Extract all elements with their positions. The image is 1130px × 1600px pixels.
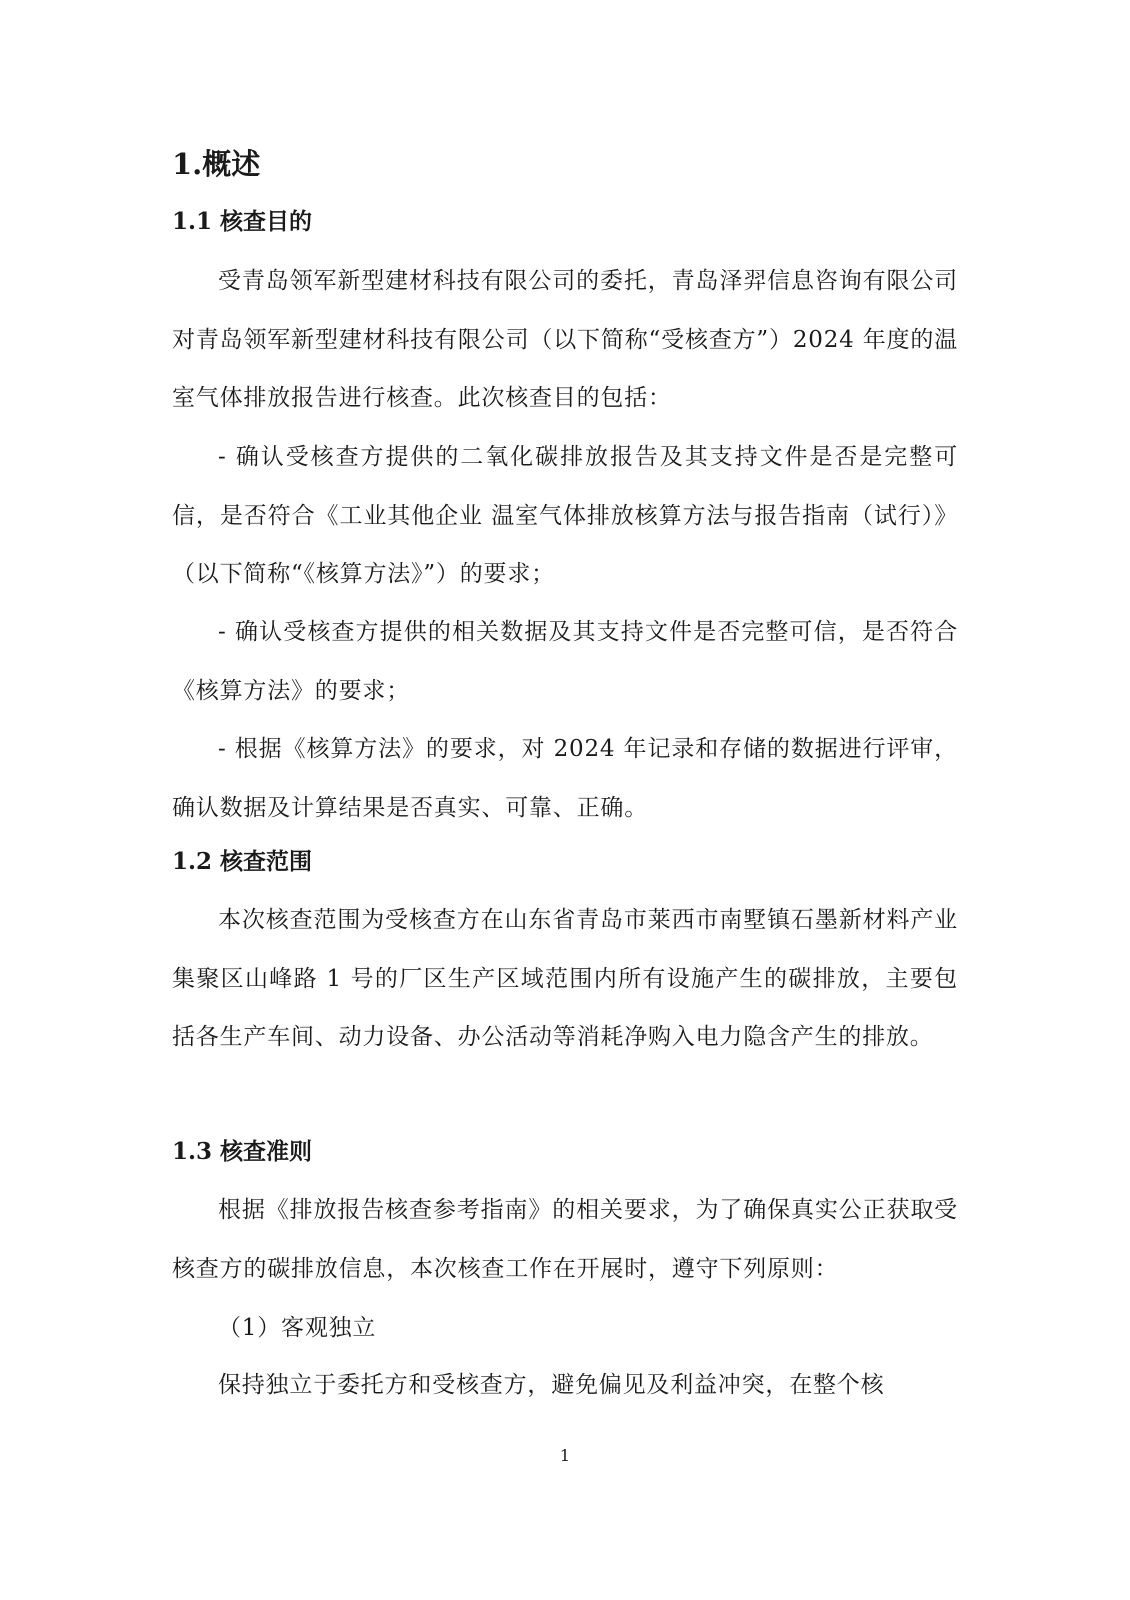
paragraph-purpose-item-2: - 确认受核查方提供的相关数据及其支持文件是否完整可信，是否符合《核算方法》的要求； (172, 619, 958, 704)
subsection-heading-scope: 1.2 核查范围 (172, 848, 313, 875)
subsection-heading-purpose: 1.1 核查目的 (172, 208, 313, 235)
criteria-item-1-objective-independent: （1）客观独立 (218, 1315, 377, 1341)
paragraph-criteria-item-1-body: 保持独立于委托方和受核查方，避免偏见及利益冲突，在整个核 (218, 1372, 885, 1398)
paragraph-scope: 本次核查范围为受核查方在山东省青岛市莱西市南墅镇石墨新材料产业集聚区山峰路 1 号的厂区生产区域范围内所有设施产生的碳排放，主要包括各生产车间、动力设备、办公活动等消耗净购入电力隐含产生的排放。 (172, 907, 958, 1050)
section-heading-overview: 1.概述 (172, 147, 261, 181)
page-number: 1 (559, 1446, 571, 1465)
paragraph-purpose-item-1: - 确认受核查方提供的二氧化碳排放报告及其支持文件是否是完整可信，是否符合《工业其他企业 温室气体排放核算方法与报告指南（试行）》（以下简称“《核算方法》”）的要求； (172, 444, 958, 587)
paragraph-purpose-intro: 受青岛领军新型建材科技有限公司的委托，青岛泽羿信息咨询有限公司对青岛领军新型建材科技有限公司（以下简称“受核查方”）2024 年度的温室气体排放报告进行核查。此次核查目的包括： (172, 268, 958, 411)
paragraph-criteria-intro: 根据《排放报告核查参考指南》的相关要求，为了确保真实公正获取受核查方的碳排放信息，本次核查工作在开展时，遵守下列原则： (172, 1197, 958, 1282)
subsection-heading-criteria: 1.3 核查准则 (172, 1138, 313, 1165)
paragraph-purpose-item-3: - 根据《核算方法》的要求，对 2024 年记录和存储的数据进行评审，确认数据及计算结果是否真实、可靠、正确。 (172, 736, 958, 821)
